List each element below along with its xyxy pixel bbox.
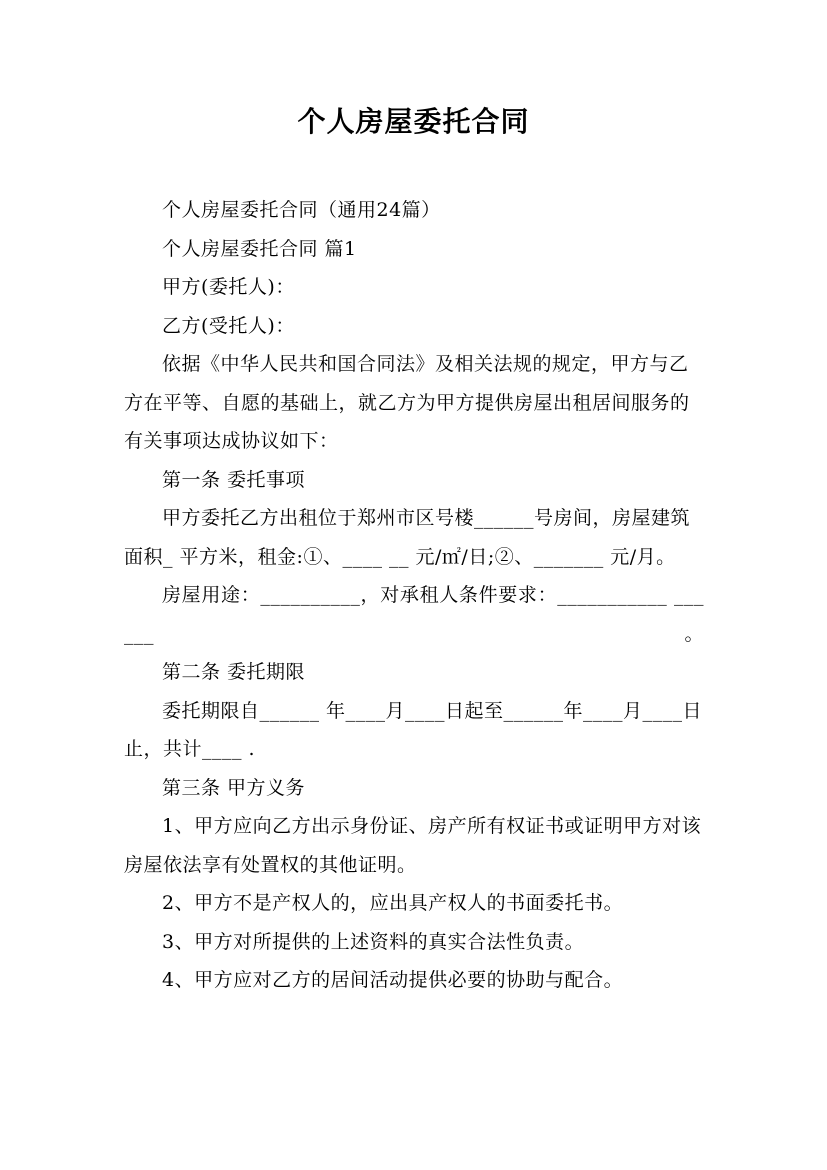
paragraph-article-3-item-3: 3、甲方对所提供的上述资料的真实合法性负责。: [162, 930, 585, 953]
paragraph-party-b: 乙方(受托人)：: [162, 314, 295, 337]
paragraph-section-heading: 个人房屋委托合同 篇1: [162, 237, 357, 260]
paragraph-party-a: 甲方(委托人)：: [162, 276, 295, 298]
paragraph-article-3-item-4: 4、甲方应对乙方的居间活动提供必要的协助与配合。: [162, 969, 624, 991]
paragraph-article-3-item-1: 1、甲方应向乙方出示身份证、房产所有权证书或证明甲方对该房屋依法享有处置权的其他证明。: [124, 815, 702, 876]
paragraph-article-2-content: 委托期限自______ 年____月____日起至______年____月____日止，共计____ .: [124, 699, 703, 760]
paragraph-article-3-heading: 第三条 甲方义务: [162, 776, 306, 799]
paragraph-preamble: 依据《中华人民共和国合同法》及相关法规的规定，甲方与乙方在平等、自愿的基础上，就乙方为甲方提供房屋出租居间服务的有关事项达成协议如下：: [124, 353, 690, 452]
paragraph-article-1-heading: 第一条 委托事项: [162, 468, 306, 491]
paragraph-article-1-content: 甲方委托乙方出租位于郑州市区号楼______号房间，房屋建筑面积_ 平方米，租金:①、____ __ 元/㎡/日;②、_______ 元/月。: [124, 507, 691, 568]
document-body: [124, 191, 704, 1000]
paragraph-article-3-item-2: 2、甲方不是产权人的，应出具产权人的书面委托书。: [162, 892, 624, 914]
paragraph-article-2-heading: 第二条 委托期限: [162, 661, 306, 683]
paragraph-subtitle: 个人房屋委托合同（通用24篇）: [162, 199, 441, 221]
paragraph-house-usage: 房屋用途：__________，对承租人条件要求：___________ ______。: [124, 584, 704, 645]
document-title: 个人房屋委托合同: [297, 105, 530, 138]
